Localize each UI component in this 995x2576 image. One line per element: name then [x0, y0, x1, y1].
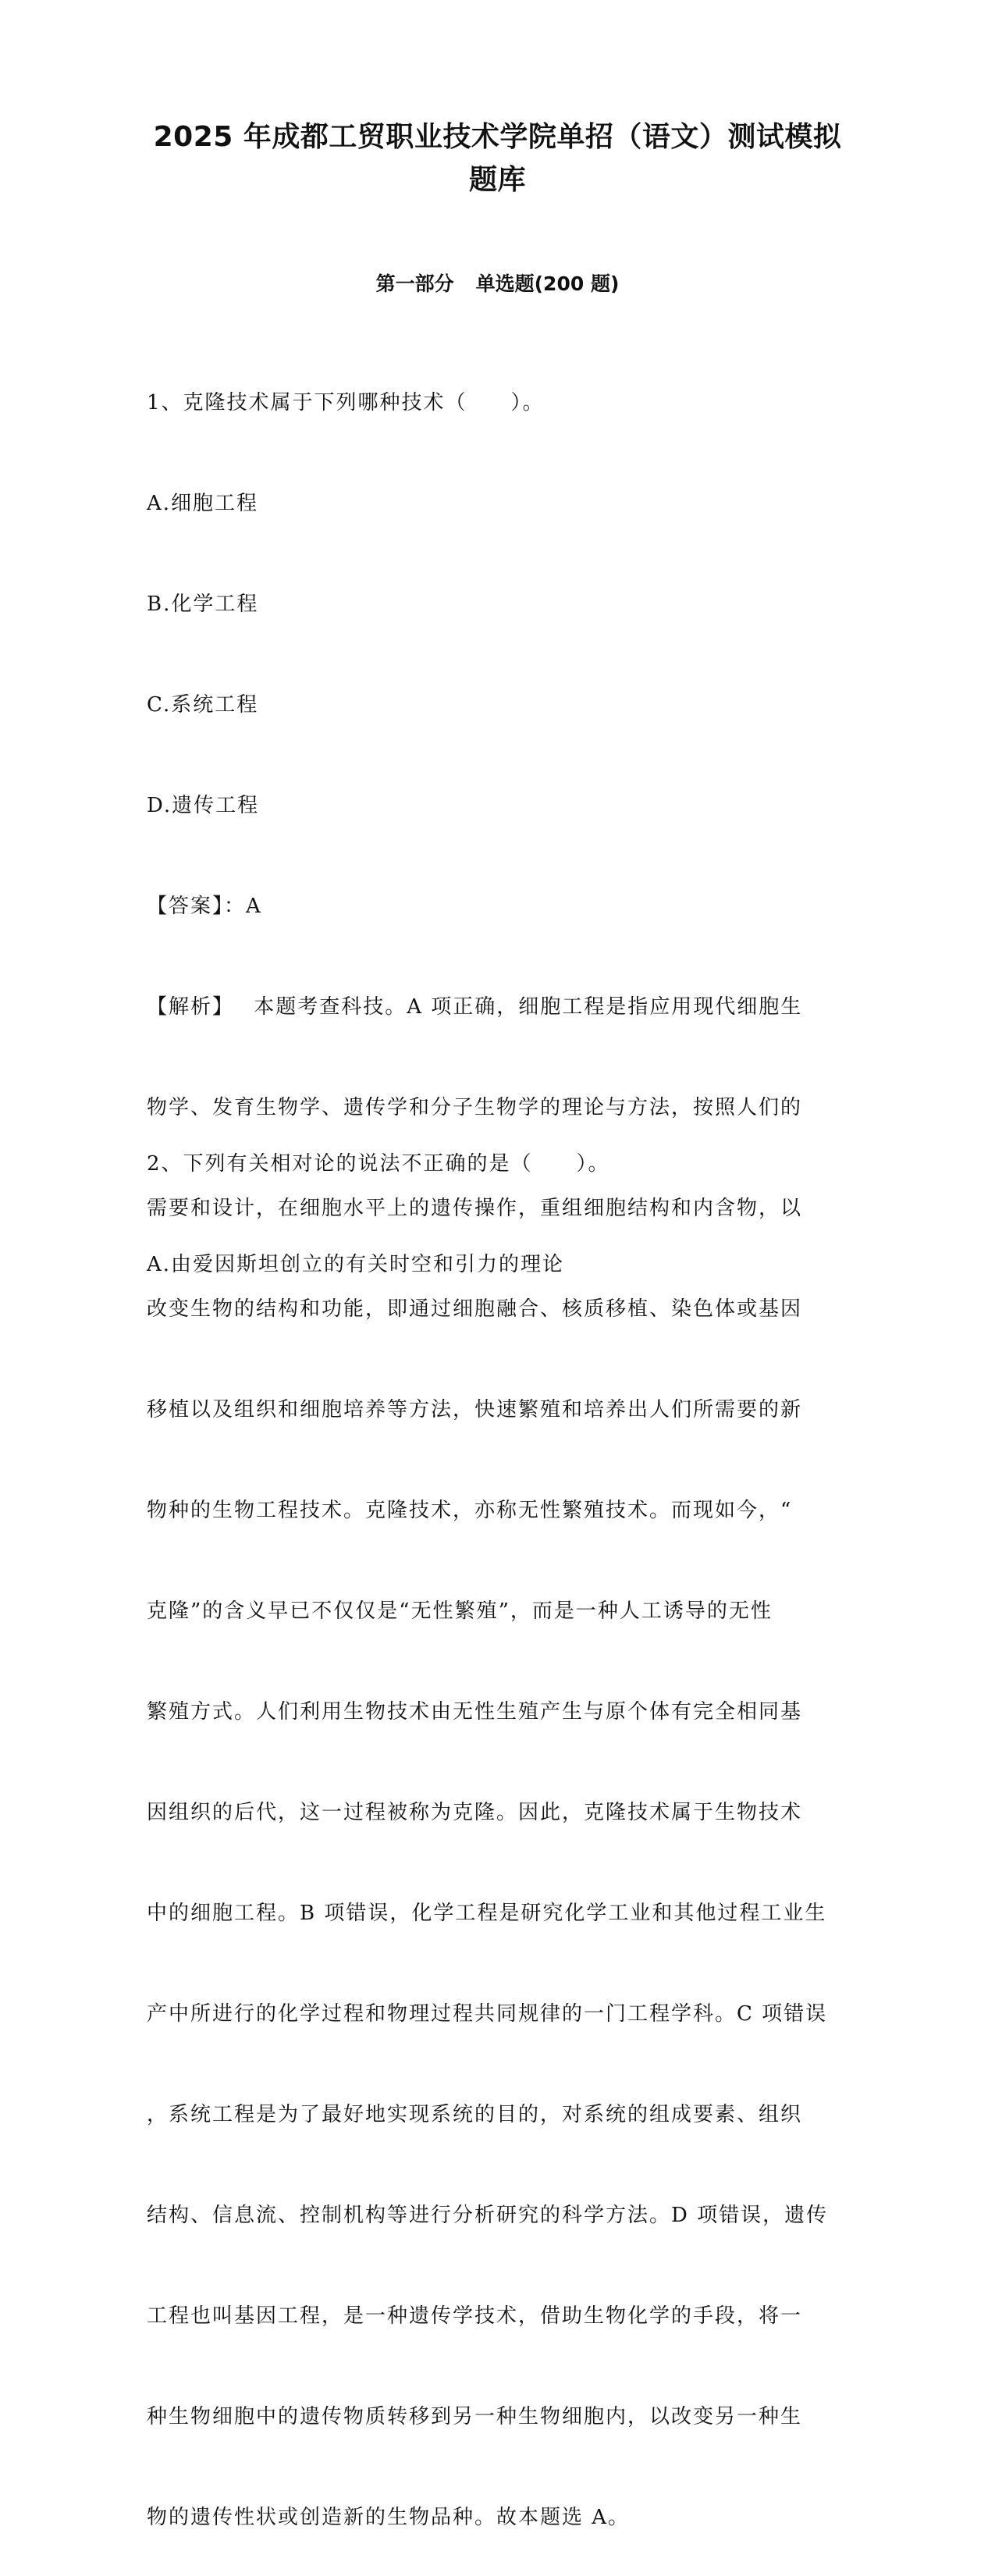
section-name: 单选题(200 题)	[475, 272, 620, 295]
question-block-2	[147, 1080, 610, 1349]
analysis-line: ，系统工程是为了最好地实现系统的目的，对系统的组成要素、组织	[147, 2103, 803, 2126]
question-stem: 2、下列有关相对论的说法不正确的是（ ）。	[147, 1152, 610, 1176]
analysis-line: 移植以及组织和细胞培养等方法，快速繁殖和培养出人们所需要的新	[147, 1398, 803, 1421]
analysis-line: 需要和设计，在细胞水平上的遗传操作，重组细胞结构和内含物，以	[147, 1197, 803, 1220]
question-stem: 1、克隆技术属于下列哪种技术（ ）。	[147, 391, 545, 415]
analysis-line: 结构、信息流、控制机构等进行分析研究的科学方法。D 项错误，遗传	[147, 2204, 829, 2227]
answer-line: 【答案】：A	[147, 895, 262, 918]
section-heading	[117, 270, 878, 298]
analysis-line: 工程也叫基因工程，是一种遗传学技术，借助生物化学的手段，将一	[147, 2304, 803, 2328]
analysis-line: 中的细胞工程。B 项错误，化学工程是研究化学工业和其他过程工业生	[147, 1902, 827, 1925]
section-part: 第一部分	[375, 272, 454, 295]
analysis-line: 【解析】 本题考查科技。A 项正确，细胞工程是指应用现代细胞生	[147, 995, 803, 1019]
question-block-1	[147, 319, 828, 2576]
analysis-line: 物学、发育生物学、遗传学和分子生物学的理论与方法，按照人们的	[147, 1096, 803, 1119]
document-title-line-2: 题库	[468, 164, 526, 196]
analysis-line: 因组织的后代，这一过程被称为克隆。因此，克隆技术属于生物技术	[147, 1801, 803, 1824]
analysis-line: 繁殖方式。人们利用生物技术由无性生殖产生与原个体有完全相同基	[147, 1700, 803, 1724]
option-a: A.由爱因斯坦创立的有关时空和引力的理论	[147, 1253, 565, 1276]
option-c: C.系统工程	[147, 693, 259, 717]
document-title-line-1: 2025 年成都工贸职业技术学院单招（语文）测试模拟	[153, 121, 842, 153]
option-b: B.化学工程	[147, 592, 259, 616]
analysis-line: 克隆”的含义早已不仅仅是“无性繁殖”，而是一种人工诱导的无性	[147, 1599, 773, 1623]
analysis-line: 物的遗传性状或创造新的生物品种。故本题选 A。	[147, 2506, 631, 2529]
analysis-line: 改变生物的结构和功能，即通过细胞融合、核质移植、染色体或基因	[147, 1297, 803, 1321]
analysis-line: 产中所进行的化学过程和物理过程共同规律的一门工程学科。C 项错误	[147, 2002, 828, 2026]
analysis-line: 物种的生物工程技术。克隆技术，亦称无性繁殖技术。而现如今，“	[147, 1499, 793, 1522]
option-d: D.遗传工程	[147, 794, 260, 817]
option-a: A.细胞工程	[147, 492, 259, 515]
analysis-line: 种生物细胞中的遗传物质转移到另一种生物细胞内，以改变另一种生	[147, 2405, 803, 2428]
